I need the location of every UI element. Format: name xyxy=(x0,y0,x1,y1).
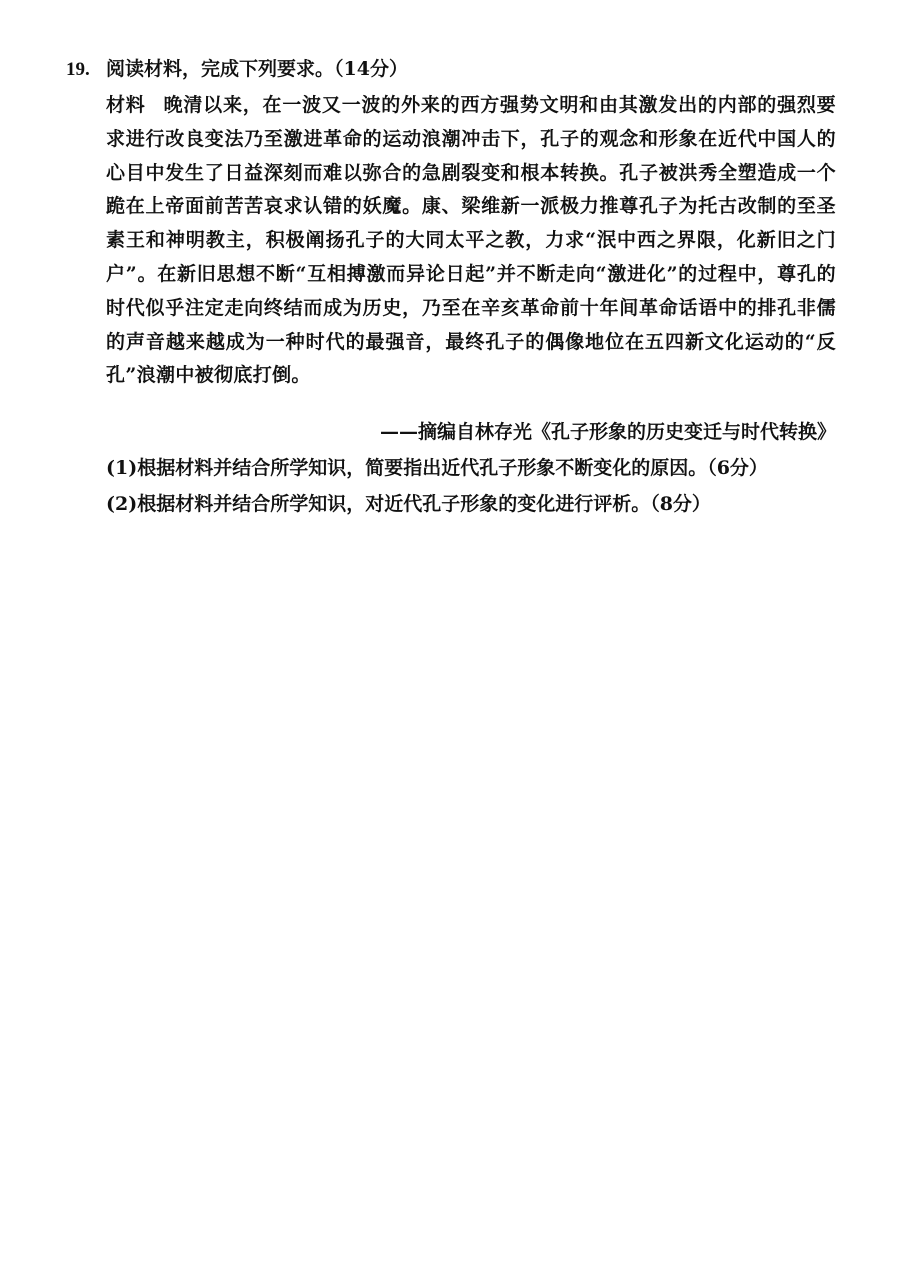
question-instruction: 阅读材料，完成下列要求。（14分） xyxy=(106,58,408,80)
question-header xyxy=(66,52,408,87)
material-passage xyxy=(106,89,836,393)
sub-question-1: (1)根据材料并结合所学知识，简要指出近代孔子形象不断变化的原因。（6分） xyxy=(106,457,768,479)
material-source: ——摘编自林存光《孔子形象的历史变迁与时代转换》 xyxy=(379,421,836,443)
material-label: 材料 xyxy=(106,94,146,116)
sub-question-2: (2)根据材料并结合所学知识，对近代孔子形象的变化进行评析。（8分） xyxy=(106,493,711,515)
question-number: 19. xyxy=(66,59,90,80)
material-text: 晚清以来，在一波又一波的外来的西方强势文明和由其激发出的内部的强烈要求进行改良变法乃至激进革命的运动浪潮冲击下，孔子的观念和形象在近代中国人的心目中发生了日益深刻而难以弥合的急剧裂变和根本转换。孔子被洪秀全塑造成一个跪在上帝面前苦苦哀求认错的妖魔。康、梁维新一派极力推尊孔子为托古改制的至圣素王和神明教主，积极阐扬孔子的大同太平之教，力求“泯中西之界限，化新旧之门户”。在新旧思想不断“互相搏激而异论日起”并不断走向“激进化”的过程中，尊孔的时代似乎注定走向终结而成为历史，乃至在辛亥革命前十年间革命话语中的排孔非儒的声音越来越成为一种时代的最强音，最终孔子的偶像地位在五四新文化运动的“反孔”浪潮中被彻底打倒。 xyxy=(106,94,837,387)
